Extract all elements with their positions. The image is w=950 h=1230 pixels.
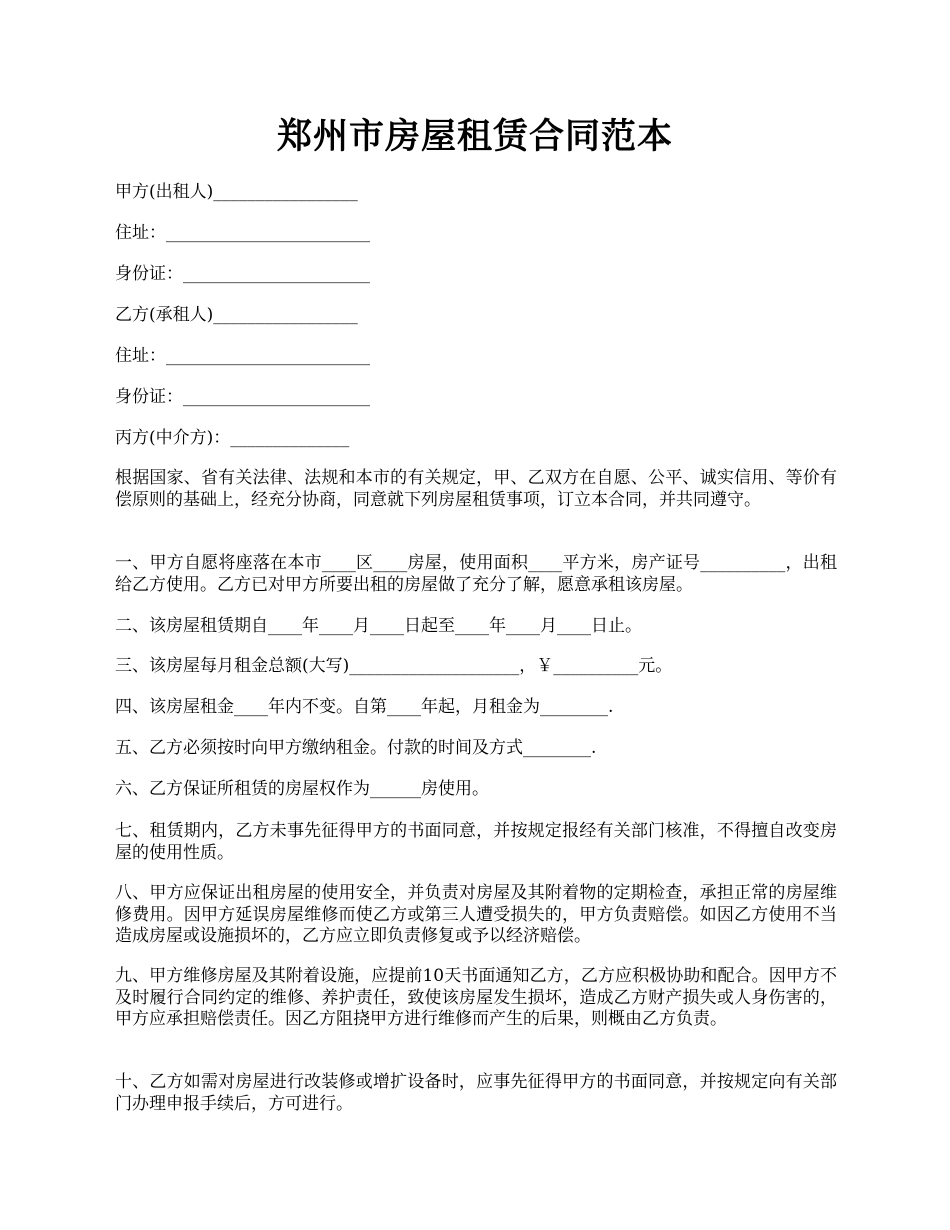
clause-9: 九、甲方维修房屋及其附着设施，应提前10天书面通知乙方，乙方应积极协助和配合。因甲方不及时履行合同约定的维修、养护责任，致使该房屋发生损坏，造成乙方财产损失或人身伤害的，甲方应承担赔偿责任。因乙方阻挠甲方进行维修而产生的后果，则概由乙方负责。: [115, 966, 837, 1029]
lessor-address-field: 住址：________________________: [115, 223, 370, 243]
lessor-field: 甲方(出租人)_________________: [115, 182, 358, 202]
clause-5: 五、乙方必须按时向甲方缴纳租金。付款的时间及方式________.: [115, 738, 597, 758]
clause-2: 二、该房屋租赁期自____年____月____日起至____年____月____日止。: [115, 616, 642, 636]
clause-4: 四、该房屋租金____年内不变。自第____年起，月租金为________.: [115, 697, 614, 717]
lessee-id-field: 身份证：______________________: [115, 387, 370, 407]
clause-10: 十、乙方如需对房屋进行改装修或增扩设备时，应事先征得甲方的书面同意，并按规定向有关部门办理申报手续后，方可进行。: [115, 1072, 837, 1114]
document-title: 郑州市房屋租赁合同范本: [276, 116, 673, 157]
clause-6: 六、乙方保证所租赁的房屋权作为______房使用。: [115, 779, 489, 799]
preamble-paragraph: 根据国家、省有关法律、法规和本市的有关规定，甲、乙双方在自愿、公平、诚实信用、等价有偿原则的基础上，经充分协商，同意就下列房屋租赁事项，订立本合同，并共同遵守。: [115, 468, 837, 510]
lessee-field: 乙方(承租人)_________________: [115, 305, 358, 325]
clause-1: 一、甲方自愿将座落在本市____区____房屋，使用面积____平方米，房产证号__________，出租给乙方使用。乙方已对甲方所要出租的房屋做了充分了解，愿意承租该房屋。: [115, 553, 837, 595]
agent-field: 丙方(中介方)：______________: [115, 428, 350, 448]
lessee-address-field: 住址：________________________: [115, 346, 370, 366]
lessor-id-field: 身份证：______________________: [115, 264, 370, 284]
clause-7: 七、租赁期内，乙方未事先征得甲方的书面同意，并按规定报经有关部门核准，不得擅自改变房屋的使用性质。: [115, 821, 837, 863]
clause-8: 八、甲方应保证出租房屋的使用安全，并负责对房屋及其附着物的定期检查，承担正常的房屋维修费用。因甲方延误房屋维修而使乙方或第三人遭受损失的，甲方负责赔偿。如因乙方使用不当造成房屋或设施损坏的，乙方应立即负责修复或予以经济赔偿。: [115, 883, 837, 946]
clause-3: 三、该房屋每月租金总额(大写)____________________，￥__________元。: [115, 656, 673, 676]
